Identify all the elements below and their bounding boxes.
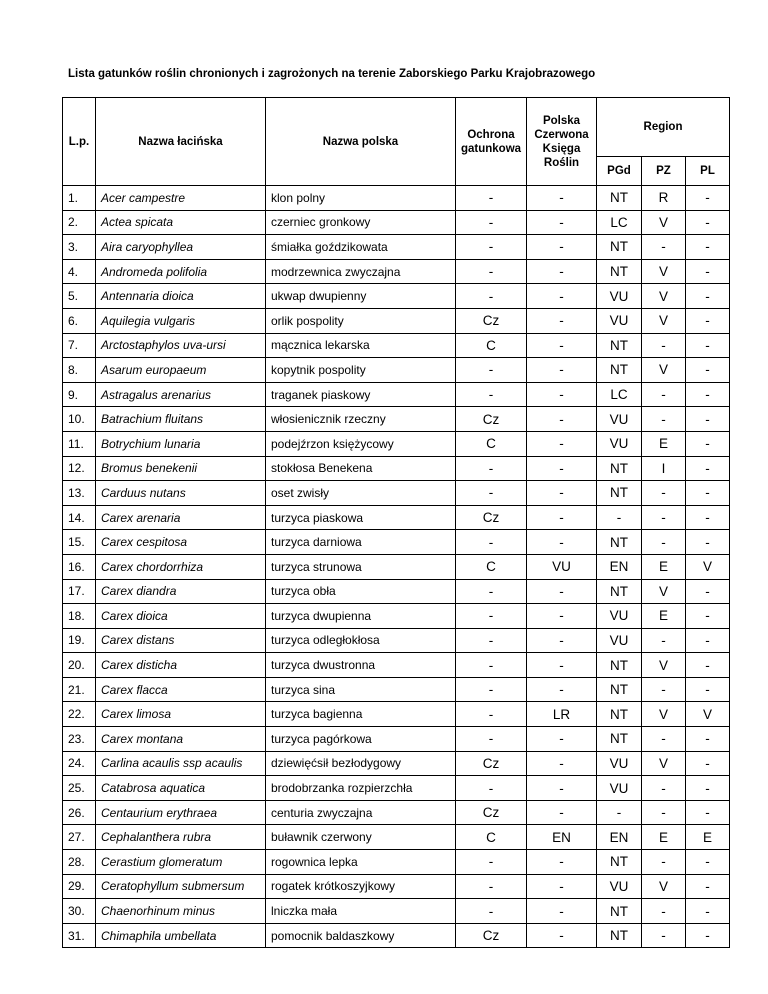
- latin-name: Carex disticha: [96, 653, 266, 678]
- region-pz: -: [642, 800, 686, 825]
- header-latin-name: Nazwa łacińska: [96, 98, 266, 186]
- region-pgd: NT: [597, 727, 642, 752]
- red-book-status: -: [527, 923, 597, 948]
- table-row: [63, 800, 730, 825]
- table-row: [63, 604, 730, 629]
- polish-name: podejźrzon księżycowy: [266, 431, 456, 456]
- polish-name: brodobrzanka rozpierzchła: [266, 776, 456, 801]
- region-pz: -: [642, 677, 686, 702]
- region-pz: -: [642, 727, 686, 752]
- table-row: [63, 628, 730, 653]
- latin-name: Aira caryophyllea: [96, 235, 266, 260]
- protection-status: -: [456, 628, 527, 653]
- header-pz: PZ: [642, 157, 686, 186]
- row-number: 10.: [63, 407, 96, 432]
- latin-name: Carex limosa: [96, 702, 266, 727]
- latin-name: Asarum europaeum: [96, 358, 266, 383]
- region-pl: -: [686, 431, 730, 456]
- row-number: 13.: [63, 481, 96, 506]
- protection-status: -: [456, 604, 527, 629]
- protection-status: Cz: [456, 923, 527, 948]
- header-pl: PL: [686, 157, 730, 186]
- protection-status: -: [456, 874, 527, 899]
- region-pgd: EN: [597, 825, 642, 850]
- row-number: 20.: [63, 653, 96, 678]
- region-pl: -: [686, 358, 730, 383]
- red-book-status: -: [527, 505, 597, 530]
- region-pz: -: [642, 505, 686, 530]
- red-book-status: -: [527, 800, 597, 825]
- protection-status: -: [456, 899, 527, 924]
- polish-name: śmiałka goździkowata: [266, 235, 456, 260]
- table-row: [63, 751, 730, 776]
- region-pz: -: [642, 530, 686, 555]
- protection-status: Cz: [456, 751, 527, 776]
- latin-name: Carex arenaria: [96, 505, 266, 530]
- latin-name: Ceratophyllum submersum: [96, 874, 266, 899]
- table-row: [63, 358, 730, 383]
- region-pgd: VU: [597, 604, 642, 629]
- region-pl: V: [686, 554, 730, 579]
- region-pl: -: [686, 677, 730, 702]
- polish-name: klon polny: [266, 186, 456, 211]
- row-number: 9.: [63, 382, 96, 407]
- latin-name: Carex distans: [96, 628, 266, 653]
- protection-status: -: [456, 481, 527, 506]
- table-row: [63, 308, 730, 333]
- polish-name: ukwap dwupienny: [266, 284, 456, 309]
- region-pz: E: [642, 554, 686, 579]
- protection-status: -: [456, 284, 527, 309]
- red-book-status: -: [527, 776, 597, 801]
- table-row: [63, 407, 730, 432]
- protection-status: Cz: [456, 407, 527, 432]
- latin-name: Carex chordorrhiza: [96, 554, 266, 579]
- region-pgd: VU: [597, 407, 642, 432]
- protection-status: -: [456, 677, 527, 702]
- protection-status: -: [456, 382, 527, 407]
- region-pl: -: [686, 653, 730, 678]
- protection-status: -: [456, 259, 527, 284]
- red-book-status: -: [527, 677, 597, 702]
- red-book-status: -: [527, 431, 597, 456]
- latin-name: Cerastium glomeratum: [96, 850, 266, 875]
- protection-status: -: [456, 579, 527, 604]
- latin-name: Botrychium lunaria: [96, 431, 266, 456]
- region-pl: -: [686, 628, 730, 653]
- region-pz: V: [642, 308, 686, 333]
- region-pl: -: [686, 382, 730, 407]
- region-pz: -: [642, 628, 686, 653]
- region-pl: -: [686, 259, 730, 284]
- polish-name: czerniec gronkowy: [266, 210, 456, 235]
- row-number: 27.: [63, 825, 96, 850]
- region-pz: V: [642, 284, 686, 309]
- latin-name: Arctostaphylos uva-ursi: [96, 333, 266, 358]
- region-pgd: NT: [597, 702, 642, 727]
- polish-name: turzyca dwustronna: [266, 653, 456, 678]
- red-book-status: -: [527, 186, 597, 211]
- table-row: [63, 186, 730, 211]
- region-pz: E: [642, 825, 686, 850]
- latin-name: Andromeda polifolia: [96, 259, 266, 284]
- polish-name: rogatek krótkoszyjkowy: [266, 874, 456, 899]
- region-pl: -: [686, 235, 730, 260]
- red-book-status: -: [527, 358, 597, 383]
- row-number: 14.: [63, 505, 96, 530]
- region-pz: V: [642, 653, 686, 678]
- region-pz: V: [642, 210, 686, 235]
- table-row: [63, 210, 730, 235]
- polish-name: buławnik czerwony: [266, 825, 456, 850]
- region-pl: -: [686, 604, 730, 629]
- region-pz: E: [642, 431, 686, 456]
- region-pgd: NT: [597, 899, 642, 924]
- latin-name: Carduus nutans: [96, 481, 266, 506]
- red-book-status: -: [527, 407, 597, 432]
- protection-status: Cz: [456, 505, 527, 530]
- region-pl: -: [686, 456, 730, 481]
- red-book-status: -: [527, 604, 597, 629]
- row-number: 29.: [63, 874, 96, 899]
- region-pl: -: [686, 210, 730, 235]
- header-region: Region: [597, 98, 730, 157]
- table-row: [63, 923, 730, 948]
- table-row: [63, 899, 730, 924]
- red-book-status: -: [527, 727, 597, 752]
- latin-name: Acer campestre: [96, 186, 266, 211]
- table-row: [63, 727, 730, 752]
- region-pgd: NT: [597, 456, 642, 481]
- table-row: [63, 284, 730, 309]
- latin-name: Chaenorhinum minus: [96, 899, 266, 924]
- table-row: [63, 530, 730, 555]
- region-pl: -: [686, 923, 730, 948]
- region-pl: E: [686, 825, 730, 850]
- region-pgd: NT: [597, 259, 642, 284]
- red-book-status: -: [527, 481, 597, 506]
- polish-name: orlik pospolity: [266, 308, 456, 333]
- protection-status: C: [456, 431, 527, 456]
- red-book-status: -: [527, 308, 597, 333]
- row-number: 6.: [63, 308, 96, 333]
- row-number: 1.: [63, 186, 96, 211]
- polish-name: turzyca obła: [266, 579, 456, 604]
- polish-name: centuria zwyczajna: [266, 800, 456, 825]
- protection-status: -: [456, 235, 527, 260]
- red-book-status: -: [527, 456, 597, 481]
- region-pl: -: [686, 505, 730, 530]
- polish-name: traganek piaskowy: [266, 382, 456, 407]
- row-number: 19.: [63, 628, 96, 653]
- region-pl: -: [686, 530, 730, 555]
- polish-name: turzyca pagórkowa: [266, 727, 456, 752]
- table-row: [63, 702, 730, 727]
- region-pl: -: [686, 751, 730, 776]
- polish-name: kopytnik pospolity: [266, 358, 456, 383]
- protection-status: -: [456, 530, 527, 555]
- region-pz: -: [642, 850, 686, 875]
- table-row: [63, 776, 730, 801]
- polish-name: turzyca dwupienna: [266, 604, 456, 629]
- protection-status: -: [456, 727, 527, 752]
- region-pl: -: [686, 776, 730, 801]
- red-book-status: -: [527, 284, 597, 309]
- table-row: [63, 456, 730, 481]
- latin-name: Aquilegia vulgaris: [96, 308, 266, 333]
- latin-name: Centaurium erythraea: [96, 800, 266, 825]
- region-pl: -: [686, 333, 730, 358]
- polish-name: turzyca bagienna: [266, 702, 456, 727]
- region-pl: -: [686, 579, 730, 604]
- red-book-status: LR: [527, 702, 597, 727]
- region-pgd: NT: [597, 186, 642, 211]
- red-book-status: VU: [527, 554, 597, 579]
- region-pgd: VU: [597, 874, 642, 899]
- latin-name: Cephalanthera rubra: [96, 825, 266, 850]
- region-pz: V: [642, 358, 686, 383]
- region-pgd: NT: [597, 579, 642, 604]
- red-book-status: -: [527, 628, 597, 653]
- region-pgd: -: [597, 505, 642, 530]
- row-number: 30.: [63, 899, 96, 924]
- header-lp: L.p.: [63, 98, 96, 186]
- region-pl: -: [686, 727, 730, 752]
- region-pz: -: [642, 235, 686, 260]
- protection-status: -: [456, 210, 527, 235]
- polish-name: turzyca darniowa: [266, 530, 456, 555]
- row-number: 18.: [63, 604, 96, 629]
- table-row: [63, 505, 730, 530]
- protection-status: -: [456, 702, 527, 727]
- row-number: 3.: [63, 235, 96, 260]
- red-book-status: -: [527, 530, 597, 555]
- region-pgd: NT: [597, 923, 642, 948]
- region-pgd: NT: [597, 481, 642, 506]
- row-number: 21.: [63, 677, 96, 702]
- region-pgd: NT: [597, 333, 642, 358]
- table-row: [63, 579, 730, 604]
- region-pz: -: [642, 481, 686, 506]
- latin-name: Carex diandra: [96, 579, 266, 604]
- red-book-status: -: [527, 751, 597, 776]
- row-number: 12.: [63, 456, 96, 481]
- region-pz: -: [642, 407, 686, 432]
- red-book-status: EN: [527, 825, 597, 850]
- header-red-book: Polska Czerwona Księga Roślin: [527, 98, 597, 186]
- region-pgd: VU: [597, 431, 642, 456]
- region-pz: V: [642, 751, 686, 776]
- protection-status: Cz: [456, 800, 527, 825]
- table-row: [63, 481, 730, 506]
- latin-name: Astragalus arenarius: [96, 382, 266, 407]
- region-pz: E: [642, 604, 686, 629]
- row-number: 11.: [63, 431, 96, 456]
- row-number: 28.: [63, 850, 96, 875]
- latin-name: Carex montana: [96, 727, 266, 752]
- region-pgd: VU: [597, 284, 642, 309]
- polish-name: turzyca piaskowa: [266, 505, 456, 530]
- polish-name: turzyca sina: [266, 677, 456, 702]
- row-number: 17.: [63, 579, 96, 604]
- latin-name: Antennaria dioica: [96, 284, 266, 309]
- region-pz: I: [642, 456, 686, 481]
- table-row: [63, 382, 730, 407]
- header-protection: Ochrona gatunkowa: [456, 98, 527, 186]
- protection-status: -: [456, 456, 527, 481]
- table-row: [63, 333, 730, 358]
- protection-status: Cz: [456, 308, 527, 333]
- region-pz: -: [642, 333, 686, 358]
- region-pz: -: [642, 382, 686, 407]
- protection-status: -: [456, 776, 527, 801]
- polish-name: oset zwisły: [266, 481, 456, 506]
- region-pz: V: [642, 702, 686, 727]
- region-pgd: EN: [597, 554, 642, 579]
- region-pl: -: [686, 186, 730, 211]
- polish-name: modrzewnica zwyczajna: [266, 259, 456, 284]
- region-pl: -: [686, 284, 730, 309]
- polish-name: lniczka mała: [266, 899, 456, 924]
- row-number: 5.: [63, 284, 96, 309]
- region-pz: V: [642, 874, 686, 899]
- latin-name: Actea spicata: [96, 210, 266, 235]
- region-pz: V: [642, 579, 686, 604]
- table-row: [63, 554, 730, 579]
- protection-status: C: [456, 333, 527, 358]
- region-pz: -: [642, 923, 686, 948]
- row-number: 8.: [63, 358, 96, 383]
- row-number: 25.: [63, 776, 96, 801]
- region-pl: V: [686, 702, 730, 727]
- region-pgd: NT: [597, 235, 642, 260]
- polish-name: pomocnik baldaszkowy: [266, 923, 456, 948]
- latin-name: Batrachium fluitans: [96, 407, 266, 432]
- latin-name: Carex flacca: [96, 677, 266, 702]
- protection-status: -: [456, 358, 527, 383]
- region-pl: -: [686, 850, 730, 875]
- region-pgd: VU: [597, 751, 642, 776]
- red-book-status: -: [527, 333, 597, 358]
- header-polish-name: Nazwa polska: [266, 98, 456, 186]
- protection-status: -: [456, 653, 527, 678]
- region-pgd: LC: [597, 382, 642, 407]
- row-number: 4.: [63, 259, 96, 284]
- region-pgd: VU: [597, 628, 642, 653]
- protection-status: -: [456, 850, 527, 875]
- polish-name: turzyca strunowa: [266, 554, 456, 579]
- region-pgd: VU: [597, 308, 642, 333]
- row-number: 2.: [63, 210, 96, 235]
- polish-name: dziewięćsił bezłodygowy: [266, 751, 456, 776]
- region-pl: -: [686, 874, 730, 899]
- region-pgd: NT: [597, 530, 642, 555]
- red-book-status: -: [527, 874, 597, 899]
- table-row: [63, 259, 730, 284]
- region-pgd: NT: [597, 677, 642, 702]
- polish-name: stokłosa Benekena: [266, 456, 456, 481]
- species-table: [62, 97, 730, 948]
- table-row: [63, 431, 730, 456]
- polish-name: turzyca odległokłosa: [266, 628, 456, 653]
- region-pgd: NT: [597, 653, 642, 678]
- latin-name: Carex cespitosa: [96, 530, 266, 555]
- protection-status: C: [456, 554, 527, 579]
- region-pz: -: [642, 899, 686, 924]
- region-pz: -: [642, 776, 686, 801]
- red-book-status: -: [527, 210, 597, 235]
- red-book-status: -: [527, 259, 597, 284]
- row-number: 24.: [63, 751, 96, 776]
- row-number: 7.: [63, 333, 96, 358]
- table-row: [63, 874, 730, 899]
- latin-name: Chimaphila umbellata: [96, 923, 266, 948]
- polish-name: włosienicznik rzeczny: [266, 407, 456, 432]
- protection-status: C: [456, 825, 527, 850]
- region-pgd: NT: [597, 358, 642, 383]
- latin-name: Bromus benekenii: [96, 456, 266, 481]
- table-row: [63, 677, 730, 702]
- row-number: 15.: [63, 530, 96, 555]
- region-pgd: NT: [597, 850, 642, 875]
- region-pl: -: [686, 800, 730, 825]
- row-number: 23.: [63, 727, 96, 752]
- header-pgd: PGd: [597, 157, 642, 186]
- red-book-status: -: [527, 899, 597, 924]
- polish-name: rogownica lepka: [266, 850, 456, 875]
- row-number: 22.: [63, 702, 96, 727]
- red-book-status: -: [527, 653, 597, 678]
- table-row: [63, 825, 730, 850]
- region-pz: R: [642, 186, 686, 211]
- region-pl: -: [686, 407, 730, 432]
- document-title: Lista gatunków roślin chronionych i zagrożonych na terenie Zaborskiego Parku Krajobrazowego: [68, 68, 596, 80]
- red-book-status: -: [527, 235, 597, 260]
- table-row: [63, 653, 730, 678]
- row-number: 16.: [63, 554, 96, 579]
- row-number: 31.: [63, 923, 96, 948]
- polish-name: mącznica lekarska: [266, 333, 456, 358]
- region-pl: -: [686, 899, 730, 924]
- latin-name: Catabrosa aquatica: [96, 776, 266, 801]
- region-pl: -: [686, 308, 730, 333]
- region-pgd: VU: [597, 776, 642, 801]
- table-row: [63, 235, 730, 260]
- latin-name: Carex dioica: [96, 604, 266, 629]
- red-book-status: -: [527, 850, 597, 875]
- region-pl: -: [686, 481, 730, 506]
- row-number: 26.: [63, 800, 96, 825]
- red-book-status: -: [527, 382, 597, 407]
- region-pgd: LC: [597, 210, 642, 235]
- table-row: [63, 850, 730, 875]
- region-pgd: -: [597, 800, 642, 825]
- protection-status: -: [456, 186, 527, 211]
- latin-name: Carlina acaulis ssp acaulis: [96, 751, 266, 776]
- red-book-status: -: [527, 579, 597, 604]
- region-pz: V: [642, 259, 686, 284]
